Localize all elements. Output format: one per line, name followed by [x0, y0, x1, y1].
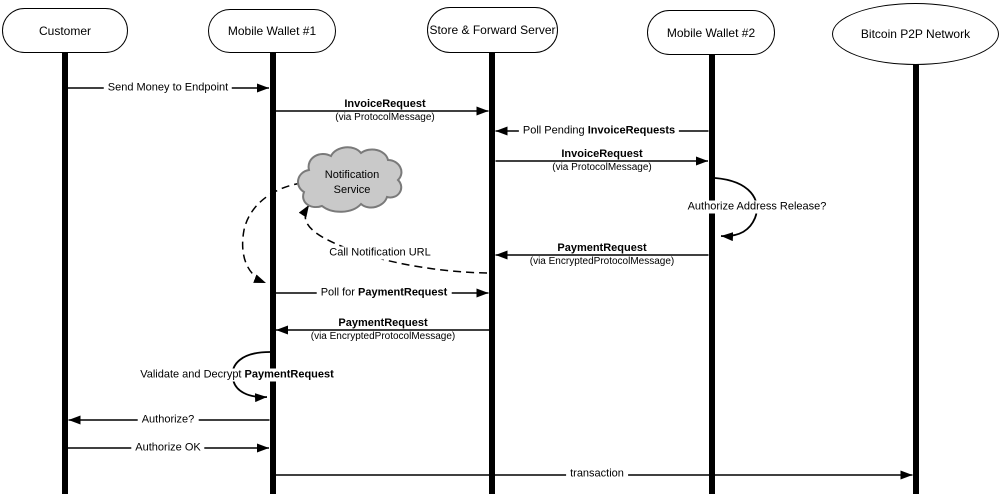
poll-for-payment-bold: PaymentRequest — [358, 286, 448, 299]
invoice-request-1-via: (via ProtocolMessage) — [335, 112, 435, 123]
actor-bitcoin-p2p-network — [832, 3, 999, 65]
message-label-payment-request-2 — [311, 317, 456, 343]
authorize-text: Authorize? — [141, 413, 195, 426]
message-label-send-money — [104, 82, 232, 95]
actor-customer — [2, 8, 128, 53]
poll-pending-prefix: Poll Pending — [522, 124, 588, 137]
actor-store-forward-server — [427, 7, 558, 53]
dashed-notify-wallet-1 — [243, 183, 302, 283]
notification-service-label — [325, 168, 379, 198]
payment-request-1-name: PaymentRequest — [557, 242, 647, 254]
authorize-address-release-text: Authorize Address Release? — [687, 200, 827, 213]
message-label-poll-for-payment-request — [317, 287, 452, 300]
dashed-call-notification-url — [305, 205, 487, 273]
validate-decrypt-prefix: Validate and Decrypt — [140, 368, 245, 381]
actor-mobile-wallet-2-label: Mobile Wallet #2 — [666, 25, 756, 40]
actor-mobile-wallet-2 — [647, 10, 775, 55]
actor-mobile-wallet-1 — [208, 9, 336, 53]
message-label-invoice-request-1 — [335, 98, 434, 124]
validate-decrypt-bold: PaymentRequest — [244, 368, 334, 381]
message-label-poll-pending — [519, 125, 679, 138]
call-notification-url-text: Call Notification URL — [329, 246, 431, 259]
poll-pending-bold: InvoiceRequests — [587, 124, 676, 137]
actor-store-forward-server-label: Store & Forward Server — [429, 23, 556, 37]
message-label-validate-decrypt — [136, 369, 338, 382]
payment-request-2-name: PaymentRequest — [338, 317, 428, 329]
payment-request-1-via: (via EncryptedProtocolMessage) — [529, 256, 675, 267]
message-label-invoice-request-2 — [552, 148, 651, 174]
actor-bitcoin-p2p-network-label: Bitcoin P2P Network — [860, 27, 971, 41]
send-money-text: Send Money to Endpoint — [107, 81, 229, 94]
poll-for-payment-prefix: Poll for — [320, 286, 359, 299]
notification-service-line1: Notification — [324, 169, 380, 181]
authorize-ok-text: Authorize OK — [135, 441, 201, 454]
transaction-text: transaction — [570, 467, 624, 480]
invoice-request-2-via: (via ProtocolMessage) — [552, 162, 652, 173]
invoice-request-2-name: InvoiceRequest — [561, 148, 643, 160]
notification-service-line2: Service — [333, 184, 371, 196]
message-label-payment-request-1 — [530, 242, 675, 268]
invoice-request-1-name: InvoiceRequest — [344, 98, 426, 110]
actor-mobile-wallet-1-label: Mobile Wallet #1 — [227, 24, 317, 38]
message-label-authorize-ok — [131, 442, 204, 455]
message-label-transaction — [566, 468, 628, 481]
message-label-authorize-address-release — [686, 201, 829, 214]
message-label-authorize — [138, 414, 199, 427]
payment-request-2-via: (via EncryptedProtocolMessage) — [310, 331, 456, 342]
message-label-call-notification-url — [325, 247, 434, 260]
actor-customer-label: Customer — [38, 23, 91, 38]
